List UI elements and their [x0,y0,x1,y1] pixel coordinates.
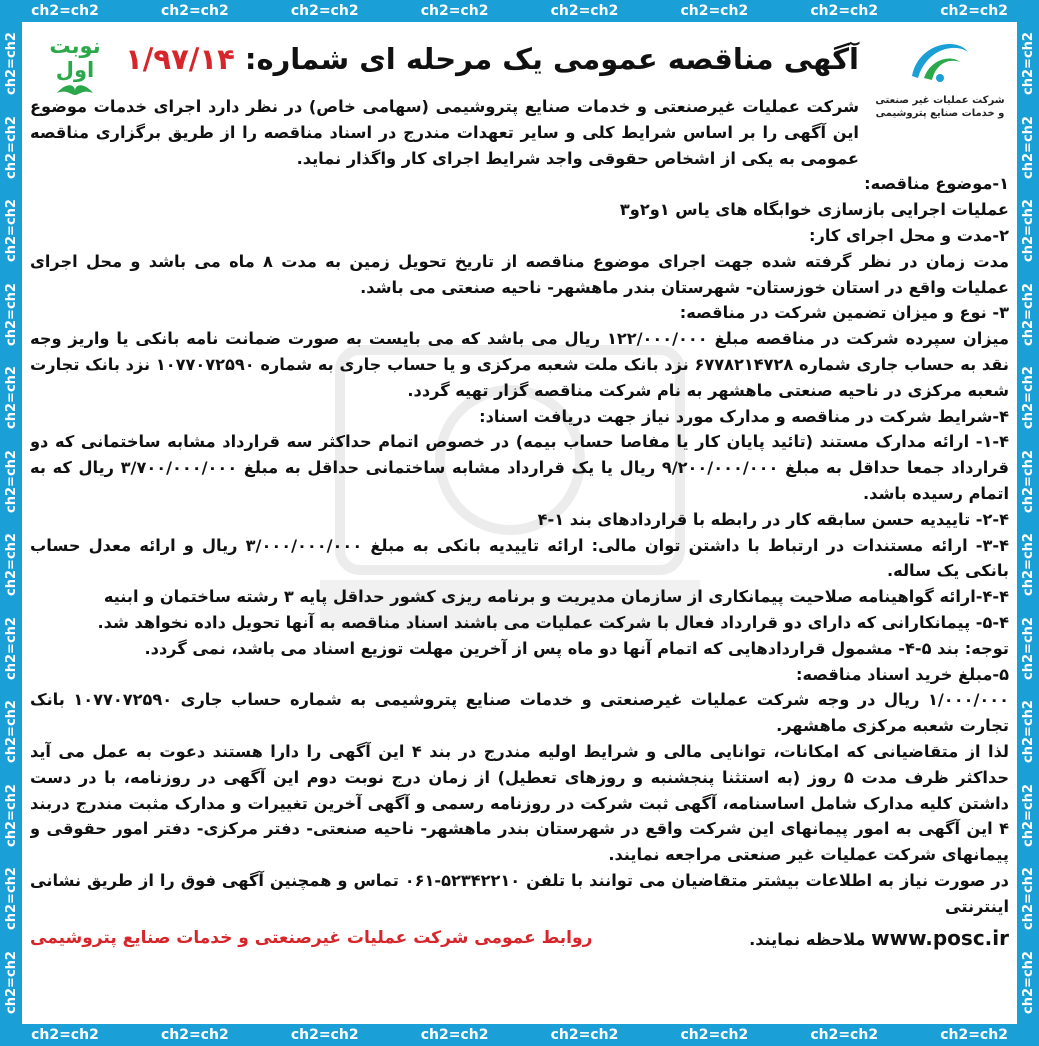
border-label: ch2=ch2 [680,1027,749,1043]
section-1-body: عملیات اجرایی بازسازی خوابگاه های یاس ۱و۲و۳ [619,200,1009,220]
page-title [125,42,859,76]
section-4-4: ۴-۴-ارائه گواهینامه صلاحیت پیمانکاری از سازمان مدیریت و برنامه ریزی کشور حداقل پایه ۳ رشته ساختمان و ابنیه [103,587,1009,607]
ad-body [30,94,1009,952]
section-3-heading: ۳- نوع و میزان تضمین شرکت در مناقصه: [679,303,1009,323]
border-label: ch2=ch2 [810,1027,879,1043]
border-label: ch2=ch2 [31,1027,99,1043]
company-logo [871,32,1009,152]
section-5-body: ۱/۰۰۰/۰۰۰ ریال در وجه شرکت عملیات غیرصنعتی و خدمات صنایع پتروشیمی به شماره حساب جاری ۱۰۷۷۰۷۲۵۹۰ بانک تجارت شعبه مرکزی ماهشهر. [30,690,1009,736]
company-logo-icon [904,32,976,94]
section-4-1: ۱-۴- ارائه مدارک مستند (تائید پایان کار یا مفاصا حساب بیمه) در خصوص اتمام حداکثر سه قرارداد مشابه ساختمانی که دو قرارداد جمعا حداقل به مبلغ ۹/۲۰۰/۰۰۰/۰۰۰ ریال یا یک قرارداد مشابه ساختمانی حداقل به مبلغ ۳/۷۰۰/۰۰۰/۰۰۰ ریال که به اتمام رسیده باشد. [30,432,1009,503]
border-label: ch2=ch2 [160,1027,229,1043]
border-label: ch2=ch2 [3,32,19,96]
border-label: ch2=ch2 [550,3,619,19]
border-label: ch2=ch2 [940,1027,1008,1043]
border-label: ch2=ch2 [3,867,19,931]
border-label: ch2=ch2 [550,1027,619,1043]
signature: روابط عمومی شرکت عملیات غیرصنعتی و خدمات صنایع پتروشیمی [30,928,593,948]
logo-org-line2: و خدمات صنایع پتروشیمی [875,108,1005,119]
section-1-heading: ۱-موضوع مناقصه: [864,174,1009,194]
border-label: ch2=ch2 [3,783,19,847]
border-label: ch2=ch2 [3,366,19,430]
border-label: ch2=ch2 [420,3,489,19]
border-label: ch2=ch2 [940,3,1008,19]
border-label: ch2=ch2 [1020,282,1036,346]
border-label: ch2=ch2 [31,3,99,19]
advertisement [30,28,1009,1018]
border-label: ch2=ch2 [1020,950,1036,1014]
website-suffix: ملاحظه نمایند. [749,929,866,949]
website-line [749,926,1009,953]
border-label: ch2=ch2 [1020,616,1036,680]
border-label: ch2=ch2 [3,950,19,1014]
border-label: ch2=ch2 [3,533,19,597]
border-label: ch2=ch2 [1020,199,1036,263]
border-label: ch2=ch2 [810,3,879,19]
border-label: ch2=ch2 [3,616,19,680]
note: توجه: بند ۵-۴- مشمول قراردادهایی که اتمام آنها دو ماه پس از آخرین مهلت توزیع اسناد می باشد، نمی گردد. [144,638,1009,658]
border-label: ch2=ch2 [1020,533,1036,597]
top-border-band [0,0,1039,22]
border-label: ch2=ch2 [1020,449,1036,513]
border-label: ch2=ch2 [3,199,19,263]
section-4-heading: ۴-شرایط شرکت در مناقصه و مدارک مورد نیاز جهت دریافت اسناد: [479,406,1009,426]
footer [30,926,1009,953]
tender-number: ۱/۹۷/۱۴ [125,42,235,76]
border-label: ch2=ch2 [1020,32,1036,96]
border-label: ch2=ch2 [3,282,19,346]
section-3-body: میزان سپرده شرکت در مناقصه مبلغ ۱۲۲/۰۰۰/۰۰۰ ریال می باشد که می بایست به صورت ضمانت نامه بانکی یا واریز وجه نقد به حساب جاری شماره ۶۷۷۸۲۱۴۷۲۸ نزد بانک ملت شعبه مرکزی و یا حساب جاری به شماره ۱۰۷۷۰۷۲۵۹۰ نزد بانک تجارت شعبه مرکزی در ناحیه صنعتی ماهشهر به نام شرکت مناقصه گزار تهیه گردد. [30,329,1009,400]
section-2-heading: ۲-مدت و محل اجرای کار: [809,225,1009,245]
border-label: ch2=ch2 [1020,700,1036,764]
header [30,28,1009,119]
right-border-band [1017,22,1039,1024]
border-label: ch2=ch2 [1020,867,1036,931]
section-4-5: ۵-۴- پیمانکارانی که دارای دو قرارداد فعال با شرکت عملیات می باشند اسناد مناقصه به آنها تحویل داده نخواهد شد. [97,612,1009,632]
intro-paragraph: شرکت عملیات غیرصنعتی و خدمات صنایع پتروشیمی (سهامی خاص) در نظر دارد اجرای خدمات موضوع این آگهی را بر اساس شرایط کلی و سایر تعهدات مندرج در اسناد مناقصه را از طریق برگزاری مناقصه عمومی به یکی از اشخاص حقوقی واجد شرایط اجرای کار واگذار نماید. [30,97,859,168]
first-turn-badge [36,34,114,101]
border-label: ch2=ch2 [290,1027,359,1043]
closing-paragraph: لذا از متقاضیانی که امکانات، توانایی مالی و شرایط اولیه مندرج در بند ۴ این آگهی را دارا هستند دعوت به عمل می آید حداکثر ظرف مدت ۵ روز (به استثنا پنجشنبه و روزهای تعطیل) از زمان درج نوبت دوم این آگهی در روزنامه، با در دست داشتن کلیه مدارک شامل اساسنامه، آگهی ثبت شرکت در روزنامه رسمی و آگهی آخرین تغییرات و مدارک مثبت مندرج دربند ۴ این آگهی به امور پیمانهای این شرکت واقع در شهرستان بندر ماهشهر- ناحیه صنعتی- دفتر مرکزی- دفتر امور حقوقی و پیمانهای شرکت عملیات غیر صنعتی مراجعه نمایند. [30,741,1009,865]
border-label: ch2=ch2 [3,449,19,513]
section-4-2: ۲-۴- تاییدیه حسن سابقه کار در رابطه با قراردادهای بند ۱-۴ [537,509,1009,529]
leaf-icon [55,83,95,97]
section-4-3: ۳-۴- ارائه مستندات در ارتباط با داشتن توان مالی: ارائه تاییدیه بانکی به مبلغ ۳/۰۰۰/۰۰۰/۰۰۰ ریال و ارائه معدل حساب بانکی یک ساله. [30,535,1009,581]
border-label: ch2=ch2 [1020,115,1036,179]
border-label: ch2=ch2 [420,1027,489,1043]
border-label: ch2=ch2 [160,3,229,19]
contact-paragraph: در صورت نیاز به اطلاعات بیشتر متقاضیان می توانند با تلفن ۵۲۳۴۲۲۱۰-۰۶۱ تماس و همچنین آگهی فوق را از طریق نشانی اینترنتی [30,870,1009,916]
left-border-band [0,22,22,1024]
title-text: آگهی مناقصه عمومی یک مرحله ای شماره: [244,42,859,76]
logo-org-line1: شرکت عملیات غیر صنعتی [875,95,1005,106]
border-label: ch2=ch2 [3,115,19,179]
border-label: ch2=ch2 [3,700,19,764]
border-label: ch2=ch2 [1020,366,1036,430]
badge-label: نوبت اول [49,34,101,82]
border-label: ch2=ch2 [290,3,359,19]
bottom-border-band [0,1024,1039,1046]
website-link[interactable]: www.posc.ir [871,925,1009,950]
border-label: ch2=ch2 [680,3,749,19]
border-label: ch2=ch2 [1020,783,1036,847]
section-5-heading: ۵-مبلغ خرید اسناد مناقصه: [796,664,1009,684]
section-2-body: مدت زمان در نظر گرفته شده جهت اجرای موضوع مناقصه از تاریخ تحویل زمین به مدت ۸ ماه می باشد و محل اجرای عملیات واقع در استان خوزستان- شهرستان بندر ماهشهر- ناحیه صنعتی می باشد. [30,251,1009,297]
